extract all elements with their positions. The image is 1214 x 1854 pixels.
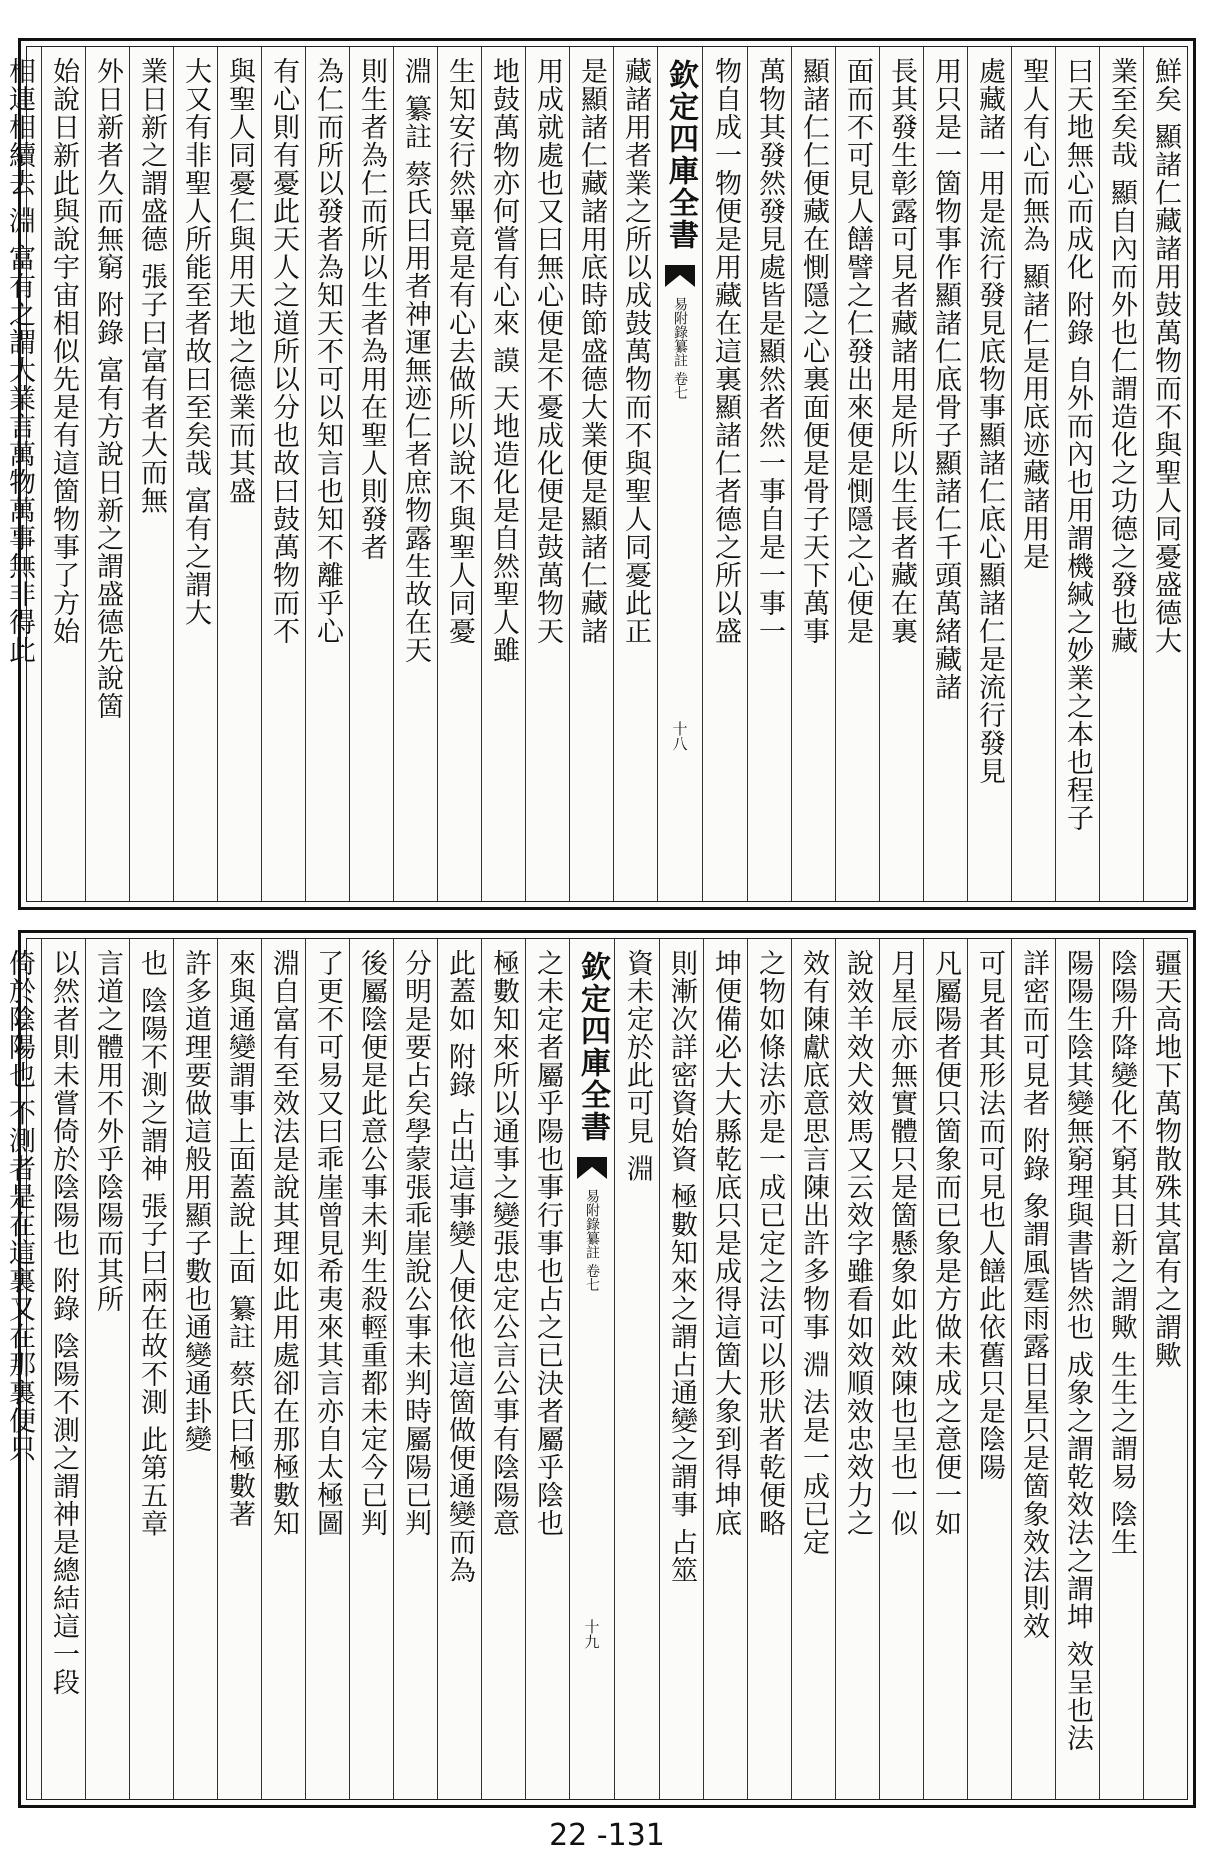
footer-page-number: 22 -131 — [549, 1818, 665, 1853]
text-column: 聖人有心而無為 顯諸仁是用底迹藏諸用是 — [1011, 47, 1055, 901]
text-column: 以然者則未嘗倚於陰陽也 附錄 陰陽不測之謂神是總結這一段 — [41, 939, 85, 1799]
text-column: 則生者為仁而所以生者為用在聖人則發者 — [349, 47, 393, 901]
text-column: 之物如條法亦是一成已定之法可以形狀者乾便略 — [747, 939, 791, 1799]
upper-page — [4, 38, 1196, 910]
fishtail-mark — [665, 265, 695, 287]
text-column: 說效羊效犬效馬又云效字雖看如效順效忠效力之 — [835, 939, 879, 1799]
text-column: 極數知來所以通事之變張忠定公言公事有陰陽意 — [481, 939, 525, 1799]
lower-right-half — [615, 939, 1187, 1799]
text-column: 淵自富有至效法是說其理如此用處卻在那極數知 — [261, 939, 305, 1799]
text-column: 顯諸仁仁便藏在惻隱之心裏面便是骨子天下萬事 — [791, 47, 835, 901]
text-column: 此蓋如 附錄 占出這事變人便依他這箇做便通變而為 — [437, 939, 481, 1799]
text-column: 許多道理要做這般用顯子數也通變通卦變 — [173, 939, 217, 1799]
text-column: 陽陽生陰其變無窮理與書皆然也 成象之謂乾效法之謂坤 效呈也法 — [1055, 939, 1099, 1799]
text-column: 可見者其形法而可見也人饍此依舊只是陰陽 — [967, 939, 1011, 1799]
text-column: 大又有非聖人所能至者故曰至矣哉 富有之謂大 — [173, 47, 217, 901]
lower-page-frame — [4, 938, 1188, 1800]
text-column: 業至矣哉 顯自內而外也仁謂造化之功德之發也藏 — [1099, 47, 1143, 901]
text-column: 有心則有憂此天人之道所以分也故曰鼓萬物而不 — [261, 47, 305, 901]
upper-page-frame — [4, 46, 1188, 902]
text-column: 用成就處也又曰無心便是不憂成化便是鼓萬物天 — [525, 47, 569, 901]
volume-label: 易附錄纂註 卷七 — [584, 1189, 600, 1292]
text-column: 也 陰陽不測之謂神 張子曰兩在故不測 此第五章 — [129, 939, 173, 1799]
text-column: 言道之體用不外乎陰陽而其所 — [85, 939, 129, 1799]
text-column: 了更不可易又曰乖崖曾見希夷來其言亦自太極圖 — [305, 939, 349, 1799]
text-column: 倚於陰陽也 不測者是在這裏又在那裏便只 — [0, 939, 41, 1799]
text-column: 外日新者久而無窮 附錄 富有方說日新之謂盛德先說箇 — [85, 47, 129, 901]
text-column: 長其發生彰露可見者藏諸用是所以生長者藏在裏 — [879, 47, 923, 901]
text-column: 用只是一箇物事作顯諸仁底骨子顯諸仁千頭萬緒藏諸 — [923, 47, 967, 901]
lower-center-column — [569, 939, 615, 1799]
lower-page — [4, 930, 1196, 1808]
book-title: 欽定四庫全書 — [663, 59, 698, 251]
text-column: 淵 纂註 蔡氏曰用者神運無迹仁者庶物露生故在天 — [393, 47, 437, 901]
text-column: 資未定於此可見 淵 — [622, 949, 653, 1183]
text-column: 是顯諸仁藏諸用底時節盛德大業便是顯諸仁藏諸 — [569, 47, 613, 901]
text-column: 生知安行然畢竟是有心去做所以說不與聖人同憂 — [437, 47, 481, 901]
text-column: 坤便備必大大縣乾底只是成得這箇大象到得坤底 — [703, 939, 747, 1799]
text-column: 之未定者屬乎陽也事行事也占之已決者屬乎陰也 — [525, 939, 569, 1799]
text-column: 效有陳獻底意思言陳出許多物事 淵 法是一成已定 — [791, 939, 835, 1799]
text-column: 則漸次詳密資始資 極數知來之謂占通變之謂事 占筮 — [659, 939, 703, 1799]
upper-left-half — [0, 47, 657, 901]
lower-left-half — [0, 939, 569, 1799]
text-column: 處藏諸一用是流行發見底物事顯諸仁底心顯諸仁是流行發見 — [967, 47, 1011, 901]
text-column: 為仁而所以發者為知天不可以知言也知不離乎心 — [305, 47, 349, 901]
text-column: 來與通變謂事上面蓋說上面 纂註 蔡氏曰極數著 — [217, 939, 261, 1799]
text-column: 萬物其發然發見處皆是顯然者然一事自是一事一 — [747, 47, 791, 901]
text-column: 面而不可見人饍譬之仁發出來便是惻隱之心便是 — [835, 47, 879, 901]
text-column: 藏諸用者業之所以成鼓萬物而不與聖人同憂此正 — [613, 47, 657, 901]
text-column: 與聖人同憂仁與用天地之德業而其盛 — [217, 47, 261, 901]
text-column: 相連相續去 淵 富有之謂大業言萬物萬事無非得此 — [0, 47, 41, 901]
text-column: 曰天地無心而成化 附錄 自外而內也用謂機緘之妙業之本也程子 — [1055, 47, 1099, 901]
text-column: 月星辰亦無實體只是箇懸象如此效陳也呈也一似 — [879, 939, 923, 1799]
page-number: 十九 — [582, 1619, 601, 1649]
text-column: 詳密而可見者 附錄 象謂風霆雨露日星只是箇象效法則效 — [1011, 939, 1055, 1799]
text-column: 陰陽升降變化不窮其日新之謂歟 生生之謂易 陰生 — [1099, 939, 1143, 1799]
text-column: 始說日新此與說宇宙相似先是有這箇物事了方始 — [41, 47, 85, 901]
text-column: 後屬陰便是此意公事未判生殺輕重都未定今已判 — [349, 939, 393, 1799]
text-column: 業日新之謂盛德 張子曰富有者大而無 — [129, 47, 173, 901]
fishtail-mark — [577, 1157, 607, 1179]
upper-right-half — [703, 47, 1187, 901]
text-column: 疆天高地下萬物散殊其富有之謂歟 — [1143, 939, 1187, 1799]
text-column: 鮮矣 顯諸仁藏諸用鼓萬物而不與聖人同憂盛德大 — [1143, 47, 1187, 901]
text-column: 分明是要占矣學蒙張乖崖說公事未判時屬陽已判 — [393, 939, 437, 1799]
text-column: 物自成一物便是用藏在這裏顯諸仁者德之所以盛 — [710, 57, 741, 645]
text-column: 地鼓萬物亦何嘗有心來 謨 天地造化是自然聖人雖 — [481, 47, 525, 901]
volume-label: 易附錄纂註 卷七 — [672, 297, 688, 400]
upper-center-column — [657, 47, 703, 901]
book-title: 欽定四庫全書 — [575, 951, 610, 1143]
page-number: 十八 — [670, 721, 689, 751]
text-column: 凡屬陽者便只箇象而已象是方做未成之意便一如 — [923, 939, 967, 1799]
